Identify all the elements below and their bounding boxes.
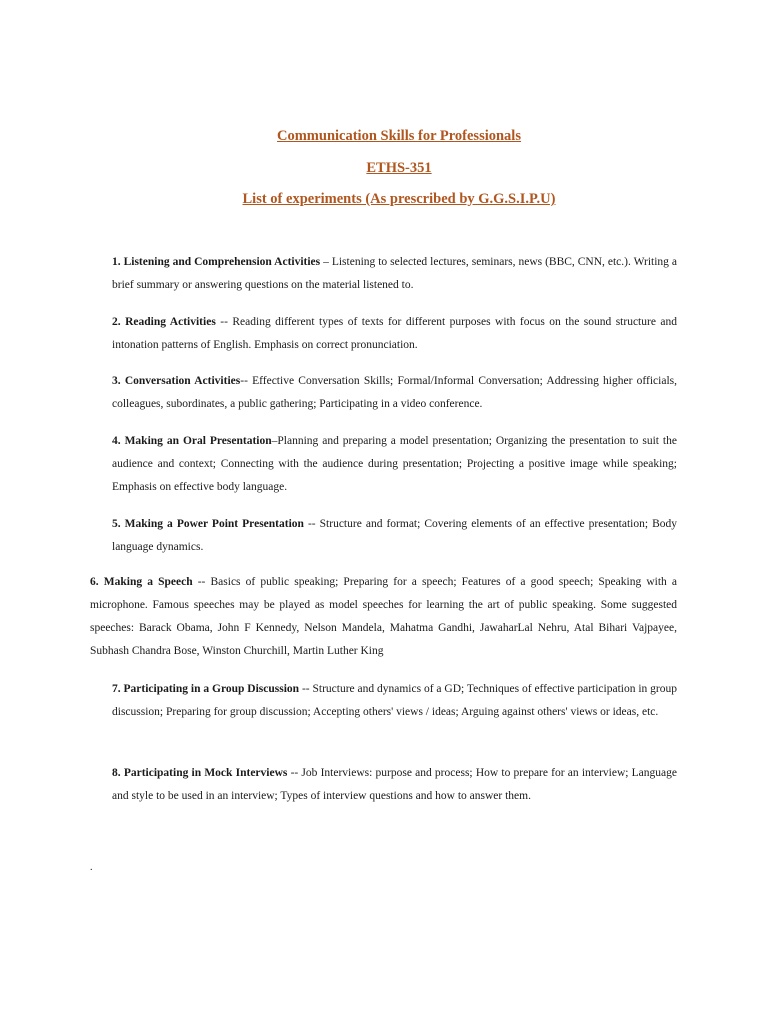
list-item [112,762,677,808]
item-label: 8. Participating in Mock Interviews [112,767,288,779]
list-item [112,678,677,724]
list-item [90,571,677,663]
item-label: 4. Making an Oral Presentation [112,435,272,447]
item-text: –Planning and preparing a model presentation; Organizing the presentation to suit the audience and context; Connecting with the audience during presentation; Projecting a positive image while speaking; Emphasis on effective body language. [112,435,677,493]
item-text: -- Basics of public speaking; Preparing for a speech; Features of a good speech; Speaking with a microphone. Famous speeches may be played as model speeches for learning the art of public speaking. Some suggested speeches: Barack Obama, John F Kennedy, Nelson Mandela, Mahatma Gandhi, JawaharLal Nehru, Atal Bihari Vajpayee, Subhash Chandra Bose, Winston Churchill, Martin Luther King [90,576,677,657]
item-text: -- Structure and format; Covering elements of an effective presentation; Body language dynamics. [112,518,677,553]
item-label: 1. Listening and Comprehension Activities [112,256,321,268]
list-item [112,370,677,416]
item-text: -- Reading different types of texts for different purposes with focus on the sound structure and intonation patterns of English. Emphasis on correct pronunciation. [112,316,677,351]
document-subtitle: List of experiments (As prescribed by G.G.S.I.P.U) [242,191,556,207]
item-label: 7. Participating in a Group Discussion [112,683,300,695]
list-item [112,430,677,499]
footer-mark: . [90,862,93,873]
item-label: 6. Making a Speech [90,576,193,588]
course-code: ETHS-351 [366,160,432,176]
item-label: 2. Reading Activities [112,316,216,328]
document-title: Communication Skills for Professionals [277,128,521,144]
list-item [112,311,677,357]
item-label: 5. Making a Power Point Presentation [112,518,304,530]
item-text: -- Structure and dynamics of a GD; Techniques of effective participation in group discussion; Preparing for group discussion; Accepting others' views / ideas; Arguing against others' views or ideas, etc. [112,683,677,718]
item-text: – Listening to selected lectures, seminars, news (BBC, CNN, etc.). Writing a brief summary or answering questions on the material listened to. [112,256,677,291]
list-item [112,251,677,297]
item-text: -- Effective Conversation Skills; Formal/Informal Conversation; Addressing higher officials, colleagues, subordinates, a public gathering; Participating in a video conference. [112,375,677,410]
item-label: 3. Conversation Activities [112,375,241,387]
list-item [112,513,677,559]
item-text: -- Job Interviews: purpose and process; How to prepare for an interview; Language and style to be used in an interview; Types of interview questions and how to answer them. [112,767,677,802]
